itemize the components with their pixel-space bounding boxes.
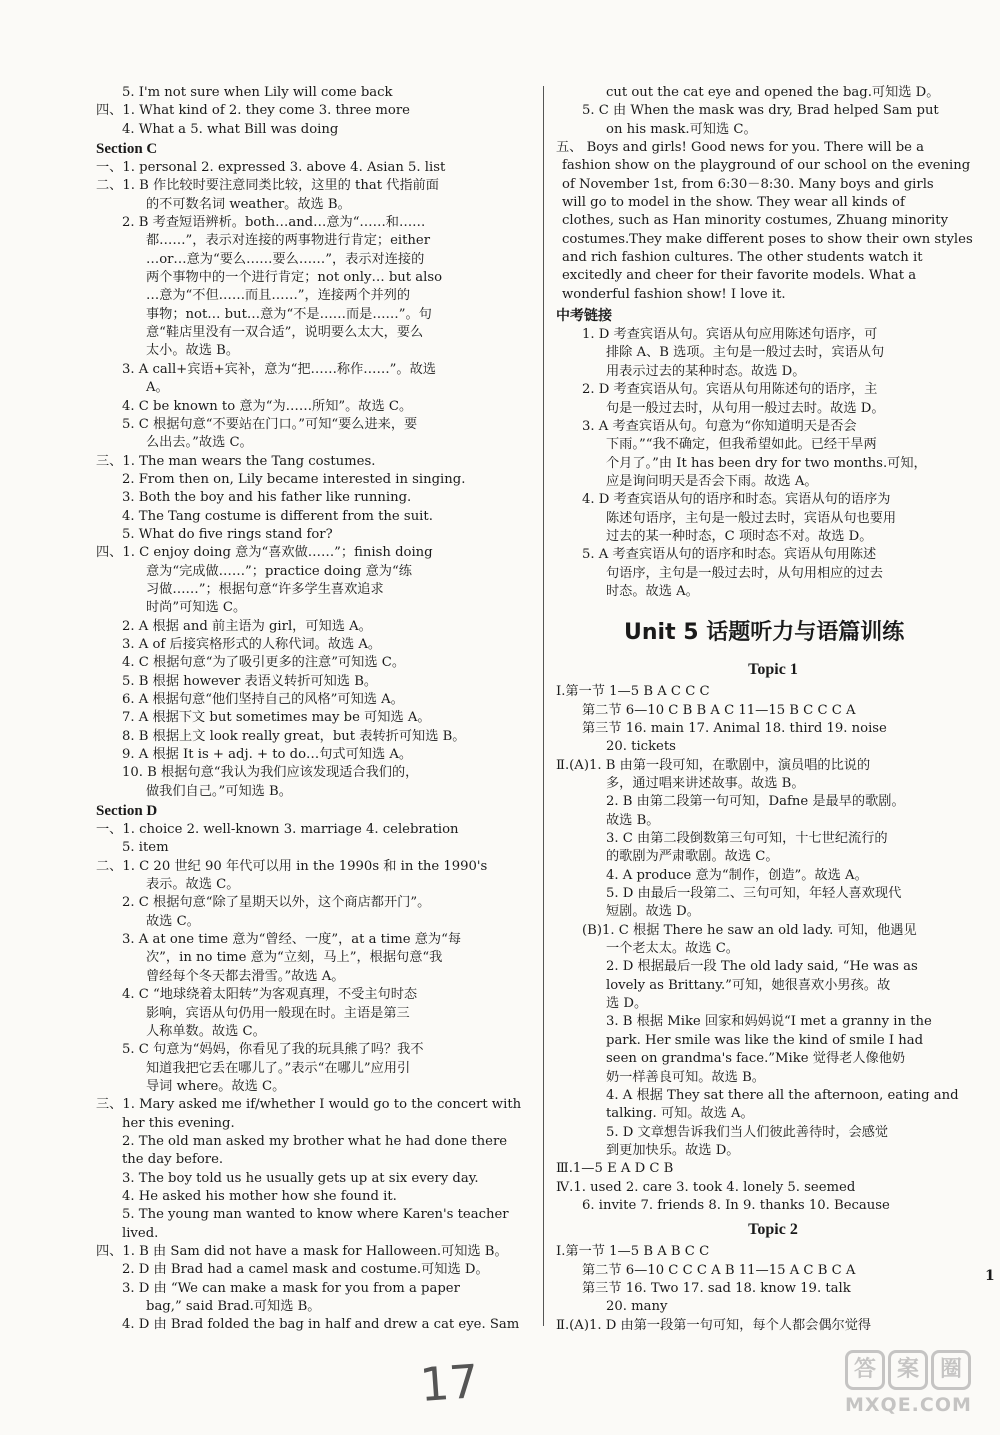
topic1-line: 选 D。 <box>606 996 648 1012</box>
right-top-line: cut out the cat eye and opened the bag.可知选 D。 <box>606 85 940 100</box>
left-line: 5. C 句意为“妈妈，你看见了我的玩具熊了吗？我不 <box>122 1042 424 1058</box>
handwritten-page-number: 17 <box>418 1354 481 1412</box>
right-top-line: 排除 A、B 选项。主句是一般过去时，宾语从句 <box>606 345 885 361</box>
left-line: 影响，宾语从句仍用一般现在时。主语是第三 <box>146 1005 410 1021</box>
right-top-line: 5. C 由 When the mask was dry, Brad helped Sam put <box>582 103 939 119</box>
left-line: 四、1. B 由 Sam did not have a mask for Halloween.可知选 B。 <box>96 1243 508 1259</box>
topic1-line: 2. D 根据最后一段 The old lady said, “He was as <box>606 959 918 975</box>
right-top-line: and rich fashion cultures. The other students watch it <box>562 250 923 266</box>
left-line: 次”，in no time 意为“立刻，马上”，根据句意“我 <box>146 950 443 966</box>
left-line: 两个事物中的一个进行肯定；not only… but also <box>146 270 443 286</box>
left-line: A。 <box>146 380 169 396</box>
left-line: 一、1. choice 2. well-known 3. marriage 4. celebration <box>96 822 459 838</box>
topic1-line: Ⅲ.1—5 E A D C B <box>556 1161 674 1177</box>
topic2-line: 第三节 16. Two 17. sad 18. know 19. talk <box>582 1280 851 1296</box>
watermark-logo <box>845 1350 995 1432</box>
right-top-line: fashion show on the playground of our school on the evening <box>562 158 971 174</box>
left-line: 三、1. The man wears the Tang costumes. <box>96 453 376 469</box>
right-top-line: 中考链接 <box>556 308 612 325</box>
left-line: 5. B 根据 however 表语义转折可知选 B。 <box>122 673 378 689</box>
topic1-line: 的歌剧为严肃歌剧。故选 C。 <box>606 849 779 865</box>
left-line: 么出去。”故选 C。 <box>146 435 253 451</box>
topic1-line: park. Her smile was like the kind of smile I had <box>606 1032 924 1048</box>
right-top-line: 2. D 考查宾语从句。宾语从句用陈述句的语序，主 <box>582 382 878 398</box>
topic1-block <box>556 683 990 1215</box>
right-top-line: 下雨。”“我不确定，但我希望如此。已经干旱两 <box>606 437 877 453</box>
topic1-line: 多，通过唱来讲述故事。故选 B。 <box>606 776 805 791</box>
right-top-line: 句语序，主句是一般过去时，从句用相应的过去 <box>606 565 883 581</box>
left-line: 5. I'm not sure when Lily will come back <box>122 85 393 100</box>
right-top-line: wonderful fashion show! I love it. <box>562 286 786 302</box>
right-top-line: 句是一般过去时，从句用一般过去时。故选 D。 <box>606 400 885 416</box>
topic1-line: 第三节 16. main 17. Animal 18. third 19. noise <box>582 720 887 736</box>
unit-title: Unit 5 话题听力与语篇训练 <box>624 620 905 646</box>
watermark-char: 案 <box>888 1350 928 1390</box>
topic1-line: seen on grandma's face.”Mike 觉得老人像他奶 <box>606 1051 906 1067</box>
right-top-line: 陈述句语序，主句是一般过去时，宾语从句也要用 <box>606 510 897 526</box>
right-top-line: excitedly and cheer for their favorite models. What a <box>562 268 917 284</box>
topic1-line: 奶一样善良可知。故选 B。 <box>606 1069 765 1085</box>
topic2-line: 第二节 6—10 C C C A B 11—15 A C B C A <box>582 1262 856 1278</box>
right-top-line: will go to model in the show. They wear all kinds of <box>562 195 905 211</box>
left-line: 5. What do five rings stand for? <box>122 526 333 542</box>
left-line: 3. Both the boy and his father like running. <box>122 490 412 506</box>
right-top-line: 3. A 考查宾语从句。句意为“你知道明天是否会 <box>582 418 857 434</box>
left-line: 一、1. personal 2. expressed 3. above 4. Asian 5. list <box>96 160 446 176</box>
left-line: 6. A 根据句意“他们坚持自己的风格”可知选 A。 <box>122 692 404 707</box>
left-line: the day before. <box>122 1152 224 1168</box>
left-line: 4. C “地球绕着太阳转”为客观真理，不受主句时态 <box>122 987 418 1003</box>
left-line: 四、1. C enjoy doing 意为“喜欢做……”；finish doing <box>96 545 433 561</box>
topic1-line: (B)1. C 根据 There he saw an old lady. 可知，他遇见 <box>582 922 917 938</box>
left-line: Section C <box>96 141 158 158</box>
column-divider <box>543 86 544 1326</box>
left-line: 9. A 根据 It is + adj. + to do…句式可知选 A。 <box>122 747 413 763</box>
left-line: 二、1. C 20 世纪 90 年代可以用 in the 1990s 和 in the 1990's <box>96 858 488 874</box>
right-top-line: 五、 Boys and girls! Good news for you. There will be a <box>556 140 925 156</box>
topic1-line: 5. D 由最后一段第二、三句可知，年轻人喜欢现代 <box>606 886 902 902</box>
left-line: 表示。故选 C。 <box>146 877 240 893</box>
left-line: her this evening. <box>122 1115 235 1131</box>
left-line: 曾经每个冬天都去滑雪。”故选 A。 <box>146 968 345 984</box>
right-top-line: 应是询问明天是否会下雨。故选 A。 <box>606 473 818 489</box>
left-line: 时尚”可知选 C。 <box>146 600 247 616</box>
topic1-line: Ⅳ.1. used 2. care 3. took 4. lonely 5. seemed <box>556 1179 856 1195</box>
left-line: 意为“完成做……”；practice doing 意为“练 <box>146 563 412 579</box>
left-line: 故选 C。 <box>146 913 200 929</box>
left-line: bag,” said Brad.可知选 B。 <box>146 1299 321 1314</box>
left-line: 3. D 由 “We can make a mask for you from a paper <box>122 1280 460 1296</box>
left-line: 5. C 根据句意“不要站在门口。”可知“要么进来，要 <box>122 416 418 432</box>
right-column <box>556 84 990 1335</box>
topic1-title: Topic 1 <box>748 661 798 679</box>
topic1-line: lovely as Brittany.”可知，她很喜欢小男孩。故 <box>606 977 891 993</box>
right-top-line: 5. A 考查宾语从句的语序和时态。宾语从句用陈述 <box>582 547 877 563</box>
left-line: 四、1. What kind of 2. they come 3. three more <box>96 103 410 119</box>
left-line: 5. item <box>122 840 169 856</box>
left-line: 2. The old man asked my brother what he had done there <box>122 1133 508 1149</box>
left-line: 意“鞋店里没有一双合适”，说明要么太大，要么 <box>146 325 424 341</box>
left-line: 都……”，表示对连接的两事物进行肯定；either <box>146 233 431 249</box>
topic1-line: 到更加快乐。故选 D。 <box>606 1142 740 1158</box>
left-line: 7. A 根据下文 but sometimes may be 可知选 A。 <box>122 710 431 726</box>
topic1-line: 6. invite 7. friends 8. In 9. thanks 10. Because <box>582 1197 890 1213</box>
right-top-line: of November 1st, from 6:30－8:30. Many boys and girls <box>562 176 934 192</box>
left-line: 的不可数名词 weather。故选 B。 <box>146 196 351 212</box>
topic1-line: 一个老太太。故选 C。 <box>606 941 739 957</box>
left-line: 4. What a 5. what Bill was doing <box>122 121 339 137</box>
topic1-line: Ⅰ.第一节 1—5 B A C C C <box>556 684 710 700</box>
topic1-line: 3. C 由第二段倒数第三句可知，十七世纪流行的 <box>606 831 888 847</box>
left-line: 知道我把它丢在哪儿了。”表示“在哪儿”应用引 <box>146 1060 411 1076</box>
left-line: 2. From then on, Lily became interested in singing. <box>122 471 466 487</box>
left-line: 2. C 根据句意“除了星期天以外，这个商店都开门”。 <box>122 895 431 911</box>
topic1-line: 4. A 根据 They sat there all the afternoon, eating and <box>606 1087 959 1103</box>
right-top-line: 4. D 考查宾语从句的语序和时态。宾语从句的语序为 <box>582 492 891 508</box>
right-top-line: costumes.They make different poses to show their own styles <box>562 231 973 247</box>
topic1-line: 第二节 6—10 C B B A C 11—15 B C C C A <box>582 702 856 718</box>
left-line: 10. B 根据句意“我认为我们应该发现适合我们的， <box>122 765 419 781</box>
right-top-line: 1. D 考查宾语从句。宾语从句应用陈述句语序，可 <box>582 327 878 343</box>
topic1-line: 3. B 根据 Mike 回家和妈妈说“I met a granny in the <box>606 1014 932 1030</box>
left-line: Section D <box>96 803 158 820</box>
topic1-line: 20. tickets <box>606 739 676 755</box>
watermark-char: 圈 <box>931 1350 971 1390</box>
topic1-line: 4. A produce 意为“制作，创造”。故选 A。 <box>606 867 868 883</box>
left-line: 二、1. B 作比较时要注意同类比较，这里的 that 代指前面 <box>96 178 439 194</box>
right-top-line: 个月了。”由 It has been dry for two months.可知， <box>606 455 927 471</box>
watermark-char: 答 <box>845 1350 885 1390</box>
right-top-line: 用表示过去的某种时态。故选 D。 <box>606 363 806 379</box>
topic1-line: 2. B 由第二段第一句可知，Dafne 是最早的歌剧。 <box>606 794 905 810</box>
left-line: 3. A of 后接宾格形式的人称代词。故选 A。 <box>122 636 382 652</box>
topic2-line: Ⅱ.(A)1. D 由第一段第一句可知，每个人都会偶尔觉得 <box>556 1317 872 1333</box>
left-line: 5. The young man wanted to know where Karen's teacher <box>122 1207 509 1223</box>
right-top-line: on his mask.可知选 C。 <box>606 121 757 137</box>
left-line: 4. He asked his mother how she found it. <box>122 1188 397 1204</box>
left-line: 4. The Tang costume is different from the suit. <box>122 508 433 524</box>
watermark-url: MXQE.COM <box>845 1394 972 1416</box>
left-line: …or…意为“要么……要么……”，表示对连接的 <box>146 251 425 267</box>
left-column <box>96 84 532 1335</box>
topic1-line: 5. D 文章想告诉我们当人们彼此善待时，会感觉 <box>606 1124 889 1140</box>
left-line: 三、1. Mary asked me if/whether I would go to the concert with <box>96 1097 522 1113</box>
left-line: 3. The boy told us he usually gets up at six every day. <box>122 1170 479 1186</box>
right-top-block <box>556 84 990 601</box>
left-line: 事物；not… but…意为“不是……而是……”。句 <box>146 306 432 322</box>
topic1-line: 故选 B。 <box>606 812 660 828</box>
left-line: 4. C be known to 意为“为……所知”。故选 C。 <box>122 398 413 414</box>
topic1-line: Ⅱ.(A)1. B 由第一段可知，在歌剧中，演员唱的比说的 <box>556 757 871 773</box>
left-line: 3. A call+宾语+宾补，意为“把……称作……”。故选 <box>122 361 436 377</box>
left-line: …意为“不但……而且……”，连接两个并列的 <box>146 288 411 304</box>
right-top-line: clothes, such as Han minority costumes, Zhuang minority <box>562 213 949 229</box>
left-line: 太小。故选 B。 <box>146 343 240 359</box>
left-line: 2. B 考查短语辨析。both…and…意为“……和…… <box>122 215 426 231</box>
topic2-line: Ⅰ.第一节 1—5 B A B C C <box>556 1244 710 1260</box>
topic1-line: 短剧。故选 D。 <box>606 904 700 920</box>
left-line: lived. <box>122 1225 159 1241</box>
left-line: 2. D 由 Brad had a camel mask and costume.可知选 D。 <box>122 1262 489 1278</box>
left-line: 人称单数。故选 C。 <box>146 1023 266 1039</box>
left-line: 4. D 由 Brad folded the bag in half and drew a cat eye. Sam <box>122 1317 520 1333</box>
left-line: 做我们自己。”可知选 B。 <box>146 783 292 799</box>
right-top-line: 时态。故选 A。 <box>606 583 699 599</box>
topic2-line: 20. many <box>606 1299 668 1315</box>
topic1-line: talking. 可知。故选 A。 <box>606 1106 754 1122</box>
left-line: 2. A 根据 and 前主语为 girl，可知选 A。 <box>122 618 372 634</box>
left-line: 4. C 根据句意“为了吸引更多的注意”可知选 C。 <box>122 655 406 671</box>
left-line: 导词 where。故选 C。 <box>146 1078 286 1094</box>
topic2-block <box>556 1243 990 1335</box>
topic2-title: Topic 2 <box>748 1221 798 1239</box>
left-line: 习做……”；根据句意“许多学生喜欢追求 <box>146 581 384 597</box>
right-top-line: 过去的某一种时态，C 项时态不对。故选 D。 <box>606 528 873 544</box>
left-line: 3. A at one time 意为“曾经、一度”，at a time 意为“每 <box>122 932 462 948</box>
left-line: 8. B 根据上文 look really great，but 表转折可知选 B。 <box>122 728 466 744</box>
page-corner-number: 1 <box>985 1268 995 1284</box>
